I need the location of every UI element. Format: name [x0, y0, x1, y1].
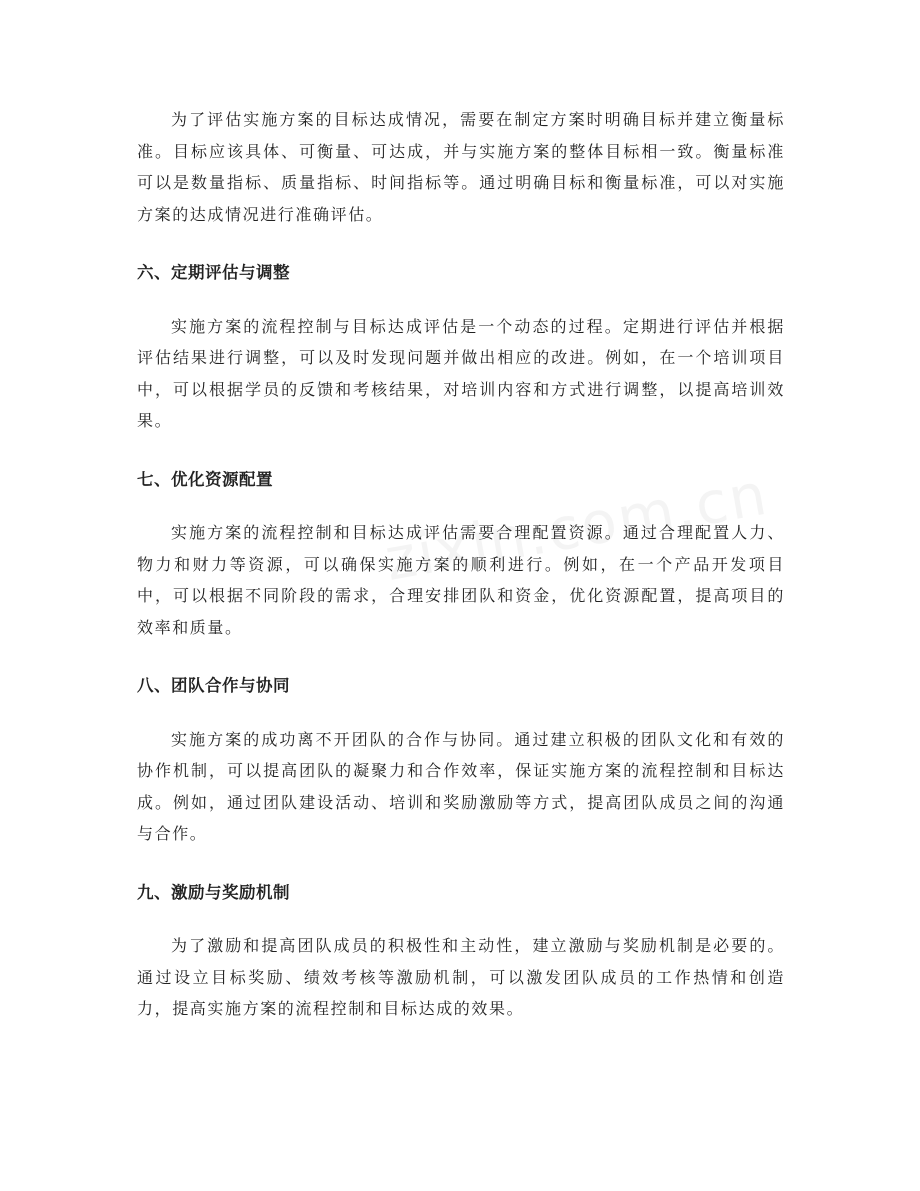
- section-heading-9: 九、激励与奖励机制: [137, 882, 290, 902]
- section-paragraph-6: 实施方案的流程控制与目标达成评估是一个动态的过程。定期进行评估并根据评估结果进行调整，可以及时发现问题并做出相应的改进。例如，在一个培训项目中，可以根据学员的反馈和考核结果，对培训内容和方式进行调整，以提高培训效果。: [137, 316, 785, 430]
- section-paragraph-9: 为了激励和提高团队成员的积极性和主动性，建立激励与奖励机制是必要的。通过设立目标奖励、绩效考核等激励机制，可以激发团队成员的工作热情和创造力，提高实施方案的流程控制和目标达成的效果。: [137, 936, 785, 1018]
- section-heading-8: 八、团队合作与协同: [137, 676, 290, 695]
- intro-paragraph: 为了评估实施方案的目标达成情况，需要在制定方案时明确目标并建立衡量标准。目标应该具体、可衡量、可达成，并与实施方案的整体目标相一致。衡量标准可以是数量指标、质量指标、时间指标等。通过明确目标和衡量标准，可以对实施方案的达成情况进行准确评估。: [137, 110, 785, 224]
- document-body: [137, 104, 785, 1025]
- section-heading-6: 六、定期评估与调整: [137, 263, 290, 282]
- section-paragraph-7: 实施方案的流程控制和目标达成评估需要合理配置资源。通过合理配置人力、物力和财力等资源，可以确保实施方案的顺利进行。例如，在一个产品开发项目中，可以根据不同阶段的需求，合理安排团队和资金，优化资源配置，提高项目的效率和质量。: [137, 523, 785, 637]
- section-heading-7: 七、优化资源配置: [137, 469, 273, 489]
- section-paragraph-8: 实施方案的成功离不开团队的合作与协同。通过建立积极的团队文化和有效的协作机制，可以提高团队的凝聚力和合作效率，保证实施方案的流程控制和目标达成。例如，通过团队建设活动、培训和奖励激励等方式，提高团队成员之间的沟通与合作。: [137, 729, 785, 843]
